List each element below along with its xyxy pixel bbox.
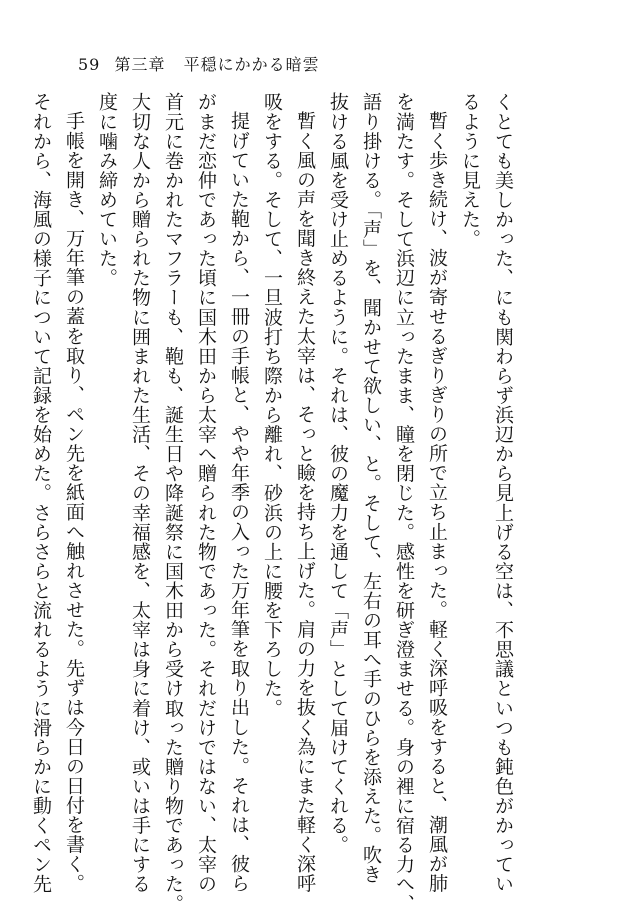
text-line: 吸をする。そして、一旦波打ち際から離れ、砂浜の上に腰を下ろした。 [261,92,283,718]
text-line: 暫く風の声を聞き終えた太宰は、そっと瞼を持ち上げた。肩の力を抜く為にまた軽く深呼 [294,111,316,893]
running-header [78,52,320,75]
text-line: 提げていた鞄から、一冊の手帳と、やや年季の入った万年筆を取り出した。それは、彼ら [228,111,250,893]
text-line: がまだ恋仲であった頃に国木田から太宰へ贈られた物であった。それだけではない、太宰の [195,92,217,894]
chapter-title: 平穏にかかる暗雲 [183,55,320,74]
text-line: 手帳を開き、万年筆の蓋を取り、ペン先を紙面へ触れさせた。先ずは今日の日付を書く。 [63,111,85,893]
text-line: それから、海風の様子について記録を始めた。さらさらと流れるように滑らかに動くペン先 [30,92,52,894]
text-line: 大切な人から贈られた物に囲まれた生活、その幸福感を、太宰は身に着け、或いは手にする [129,92,151,894]
chapter-label: 第三章 [114,55,166,74]
text-line: 度に噛み締めていた。 [96,92,118,288]
text-line: 抜ける風を受け止めるように。それは、彼の魔力を通して「声」として届けてくれる。 [327,92,349,855]
text-line [161,92,185,913]
text-line: を満たす。そして浜辺に立ったまま、瞳を閉じた。感性を研ぎ澄ませる。身の裡に宿る力へ、 [393,92,415,913]
text-line: くとても美しかった、にも関わらず浜辺から見上げる空は、不思議といつも鈍色がかってい [492,92,514,894]
text-line: 暫く歩き続け、波が寄せるぎりぎりの所で立ち止まった。軽く深呼吸をすると、潮風が肺 [426,111,448,893]
page-number: 59 [78,55,101,74]
body-text [0,92,621,913]
text-segment: 首元に巻かれたマフラーも、鞄も、誕生日や降誕祭に国木田から受け取った贈り物であった。 [162,92,184,913]
text-line: るように見えた。 [459,92,481,249]
text-line: 語り掛ける。「声」を、聞かせて欲しい、と。そして、左右の耳へ手のひらを添えた。吹き [360,92,382,885]
